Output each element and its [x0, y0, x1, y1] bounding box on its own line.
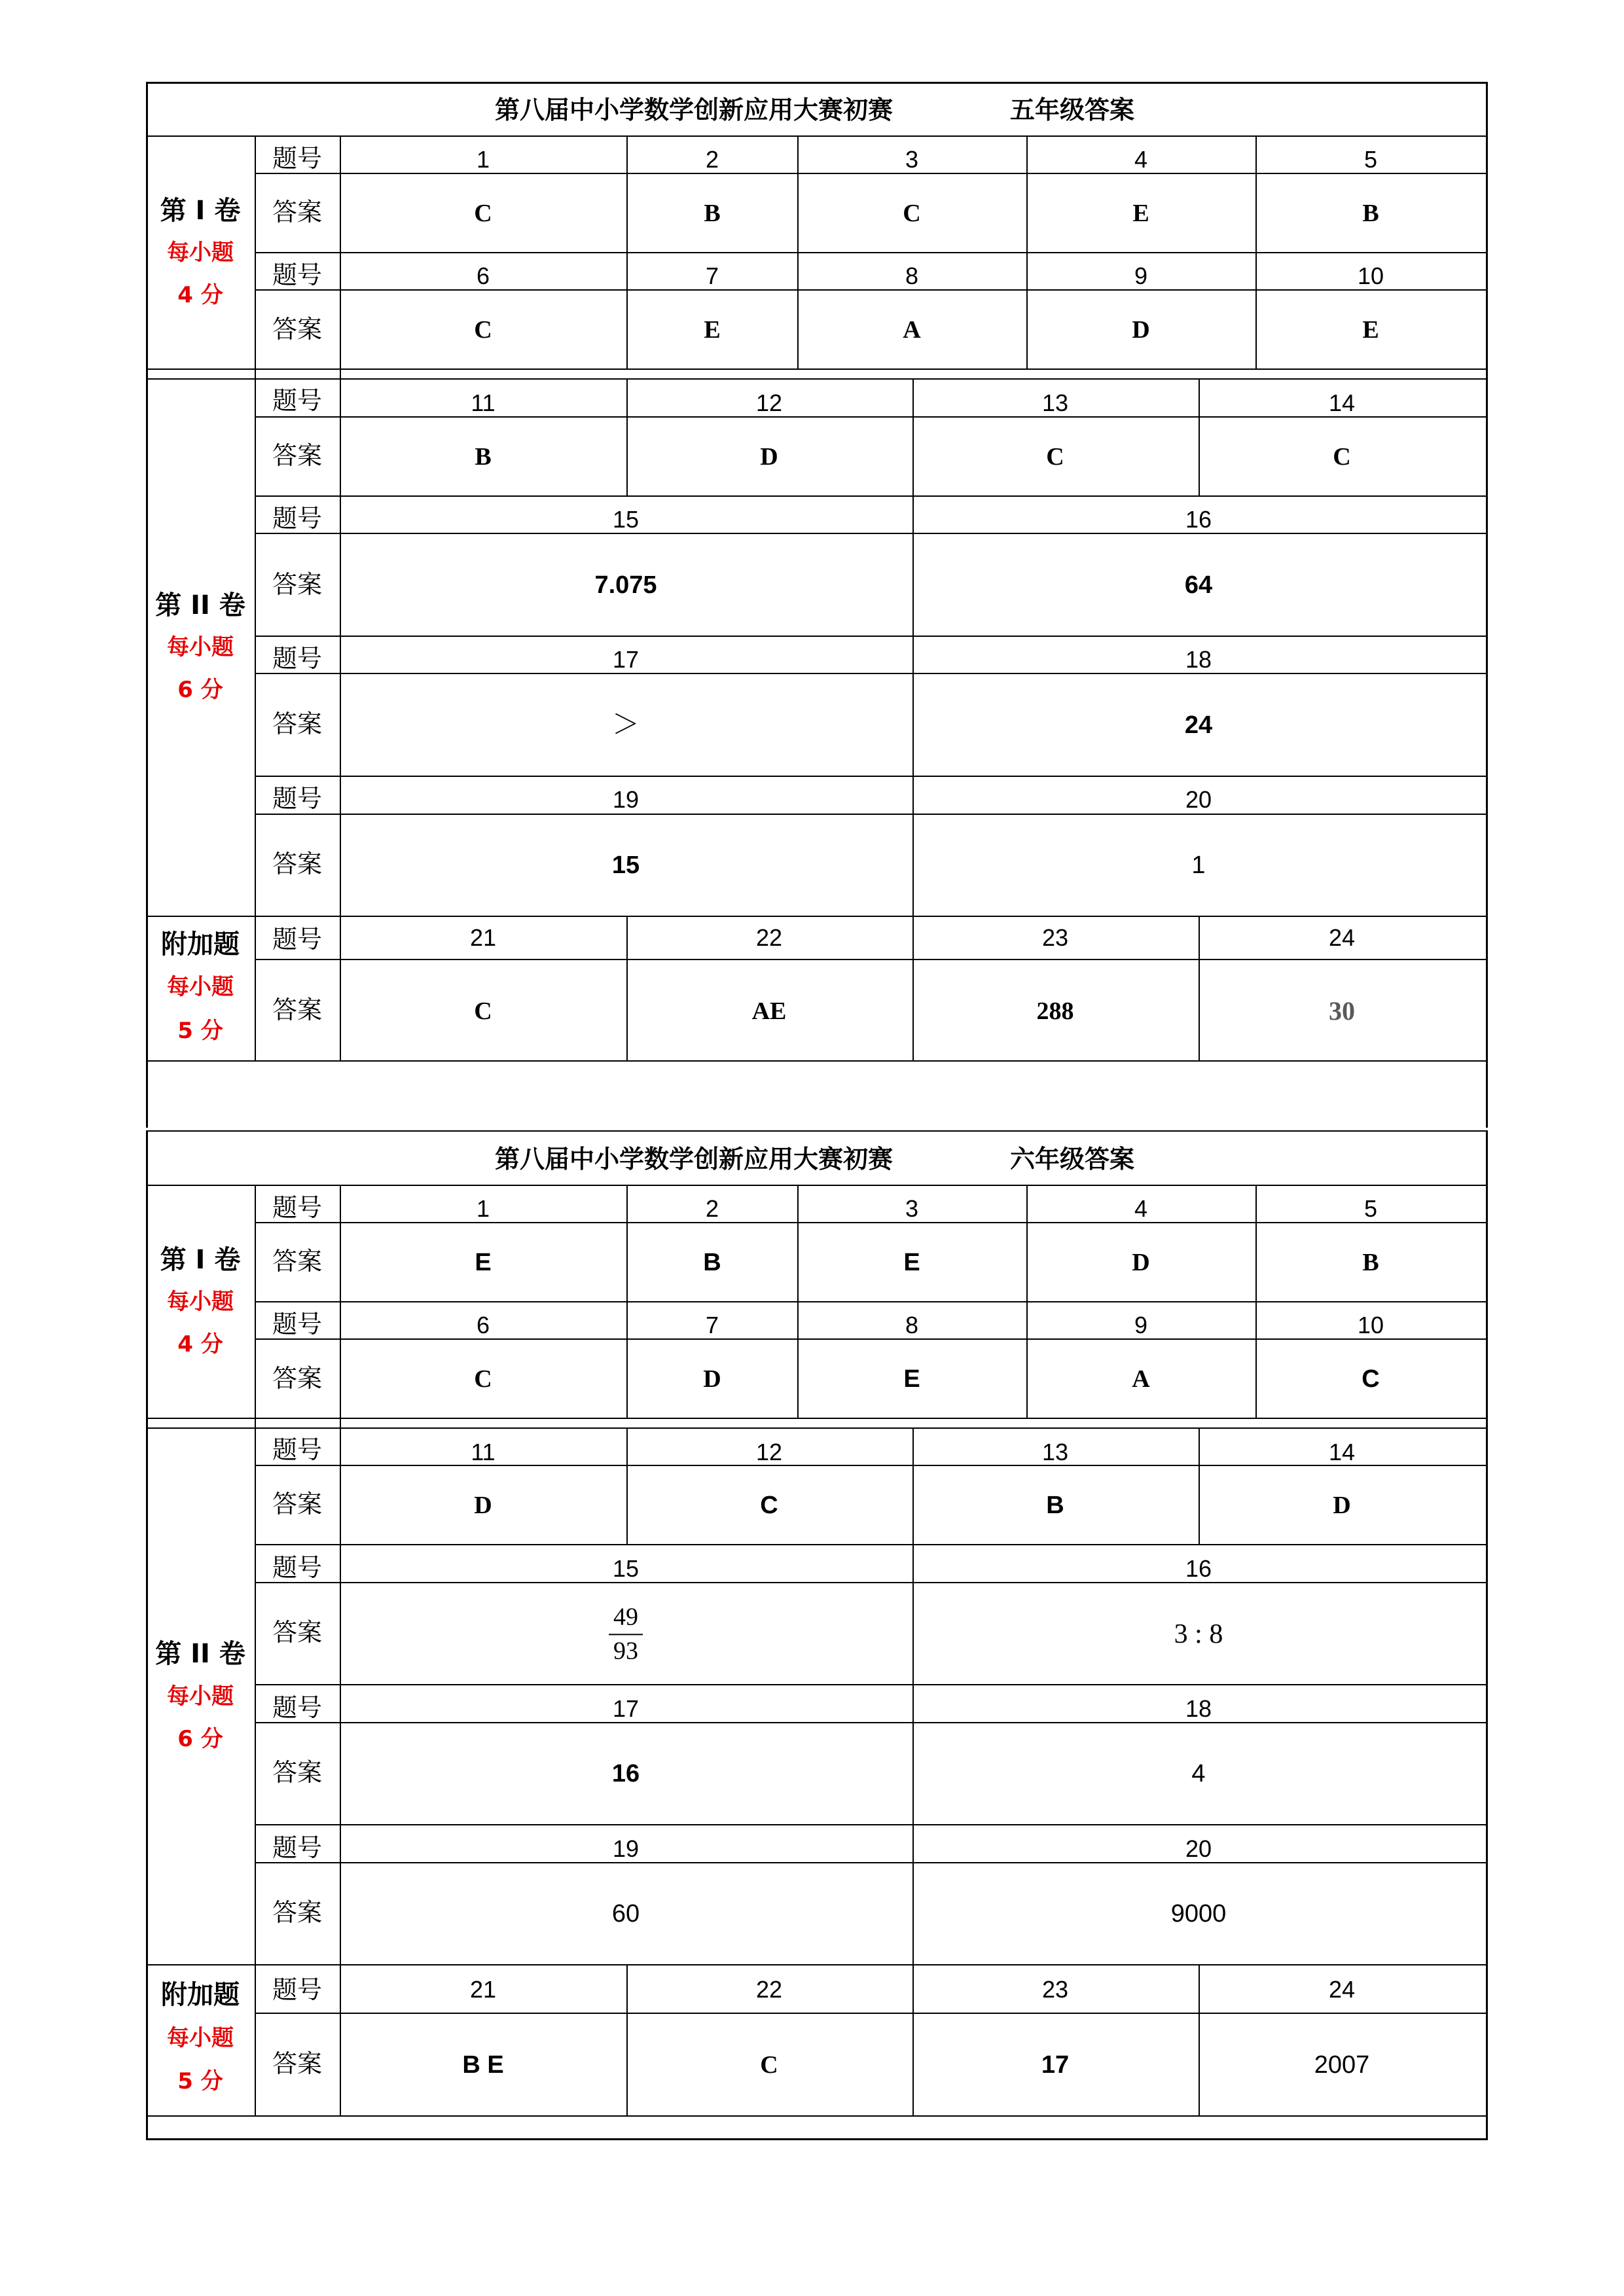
question-number-label: 题号: [272, 504, 323, 533]
section-line: [146, 1418, 1486, 1419]
points-label: 每小题: [167, 974, 234, 1000]
answer-value: E: [903, 1249, 920, 1276]
answer-label: 答案: [272, 996, 323, 1024]
answer-value: E: [704, 316, 721, 344]
answer-value: 17: [1041, 2051, 1070, 2079]
question-number: 16: [1185, 506, 1212, 533]
row-line: [255, 1465, 1486, 1466]
answer-value: A: [1132, 1365, 1150, 1393]
title: 第八届中小学数学创新应用大赛初赛: [494, 1145, 893, 1174]
question-number: 7: [705, 262, 719, 289]
answer-value: 4: [1191, 1760, 1206, 1787]
ratio-answer: 3 : 8: [1174, 1619, 1223, 1649]
question-number-label: 题号: [272, 784, 323, 813]
question-number-label: 题号: [272, 1193, 323, 1222]
points-label: 每小题: [167, 2025, 234, 2051]
table-right-border: [1486, 1130, 1488, 2140]
question-number: 6: [476, 262, 490, 289]
row-line: [255, 533, 1486, 534]
answer-label: 答案: [272, 2049, 323, 2078]
answer-value: A: [903, 316, 921, 344]
row-line: [255, 1544, 1486, 1545]
answer-value: C: [903, 200, 921, 227]
question-number: 7: [705, 1312, 719, 1338]
question-number: 22: [755, 1976, 783, 2003]
row-line: [255, 1582, 1486, 1583]
question-number-label: 题号: [272, 1553, 323, 1582]
col-line: [626, 135, 628, 368]
question-number: 19: [612, 1835, 640, 1862]
question-number: 12: [755, 389, 783, 416]
col-line: [626, 1427, 628, 1544]
answer-value: B: [1046, 1492, 1064, 1519]
points-label: 每小题: [167, 634, 234, 660]
row-line: [255, 252, 1486, 253]
question-number: 21: [469, 1976, 497, 2003]
row-line: [255, 776, 1486, 777]
question-number: 6: [476, 1312, 490, 1338]
answer-value: C: [1333, 443, 1351, 471]
question-number: 21: [469, 924, 497, 951]
answer-value: 24: [1184, 711, 1213, 739]
answer-value: C: [474, 997, 492, 1025]
question-number: 19: [612, 786, 640, 813]
col-line: [797, 1185, 799, 1418]
answer-value: C: [474, 316, 492, 344]
answer-value: B: [704, 200, 721, 227]
question-number-label: 题号: [272, 386, 323, 415]
col-line: [797, 135, 799, 368]
answer-value: C: [1046, 443, 1064, 471]
question-number: 9: [1134, 1312, 1148, 1338]
section-name: 第 II 卷: [155, 590, 245, 620]
question-number: 24: [1328, 924, 1356, 951]
question-number: 1: [476, 1195, 490, 1222]
question-number: 10: [1357, 262, 1384, 289]
answer-label: 答案: [272, 315, 323, 344]
question-number-label: 题号: [272, 1833, 323, 1862]
col-line: [626, 1185, 628, 1418]
col-line: [1026, 1185, 1028, 1418]
row-line: [255, 1862, 1486, 1863]
table-left-border: [146, 82, 148, 1128]
row-line: [255, 1684, 1486, 1685]
grade-label: 六年级答案: [1009, 1145, 1135, 1174]
col-line: [1255, 135, 1257, 368]
answer-label: 答案: [272, 709, 323, 738]
answer-value: 1: [1191, 852, 1206, 879]
fraction-numerator: 49: [613, 1603, 638, 1631]
answer-value: 9000: [1170, 1900, 1227, 1928]
answer-value: E: [1362, 316, 1379, 344]
col-line: [1026, 135, 1028, 368]
question-number: 10: [1357, 1312, 1384, 1338]
col-line: [1199, 1964, 1200, 2115]
row-line: [255, 416, 1486, 418]
section-name: 第 I 卷: [160, 1245, 241, 1275]
answer-label: 答案: [272, 1247, 323, 1276]
row-line: [255, 1301, 1486, 1302]
question-number: 14: [1328, 389, 1356, 416]
question-number: 14: [1328, 1439, 1356, 1465]
question-number: 1: [476, 146, 490, 173]
answer-value: B E: [462, 2051, 504, 2079]
rowlabel-col-line: [340, 1185, 341, 2115]
fraction-bar: [609, 1634, 643, 1635]
question-number: 23: [1041, 924, 1069, 951]
section-line: [146, 368, 1486, 370]
table-bottom-border: [146, 2138, 1488, 2140]
question-number: 24: [1328, 1976, 1356, 2003]
points-label: 每小题: [167, 1683, 234, 1710]
points-value: 6 分: [177, 1726, 223, 1752]
answer-label: 答案: [272, 1618, 323, 1647]
answer-value: C: [474, 1365, 492, 1393]
row-line: [255, 1338, 1486, 1340]
answer-value: 60: [611, 1900, 640, 1928]
question-number: 20: [1185, 1835, 1212, 1862]
table-left-border: [146, 1130, 148, 2140]
question-number: 5: [1363, 146, 1378, 173]
answer-value: D: [760, 443, 778, 471]
row-line: [255, 673, 1486, 674]
question-number: 16: [1185, 1555, 1212, 1582]
label-col-line: [255, 1185, 256, 2115]
answer-value: 7.075: [594, 571, 657, 599]
rowlabel-col-line: [340, 135, 341, 1060]
answer-value: C: [760, 1492, 778, 1519]
question-number: 11: [471, 1439, 496, 1465]
question-number-label: 题号: [272, 1693, 323, 1722]
label-col-line: [255, 135, 256, 1060]
grade-label: 五年级答案: [1009, 96, 1135, 124]
section-name: 第 I 卷: [160, 196, 241, 226]
question-number: 23: [1041, 1976, 1069, 2003]
answer-value: 64: [1184, 571, 1213, 599]
row-line: [255, 814, 1486, 815]
fraction-answer: [609, 1603, 643, 1665]
question-number: 9: [1134, 262, 1148, 289]
question-number-label: 题号: [272, 925, 323, 954]
row-line: [255, 1722, 1486, 1723]
col-line: [912, 1427, 914, 1964]
answer-label: 答案: [272, 441, 323, 470]
answer-label: 答案: [272, 1898, 323, 1927]
question-number: 12: [755, 1439, 783, 1465]
question-number: 8: [905, 1312, 919, 1338]
col-line: [1255, 1185, 1257, 1418]
question-number: 8: [905, 262, 919, 289]
col-line: [626, 378, 628, 495]
question-number: 4: [1134, 1195, 1148, 1222]
question-number: 2: [705, 1195, 719, 1222]
answer-value: B: [1362, 1249, 1379, 1276]
answer-label: 答案: [272, 1758, 323, 1787]
question-number: 5: [1363, 1195, 1378, 1222]
row-line: [255, 959, 1486, 960]
answer-value: D: [1333, 1492, 1351, 1519]
question-number: 3: [905, 1195, 919, 1222]
section-name: 第 II 卷: [155, 1639, 245, 1669]
fraction-denominator: 93: [613, 1637, 638, 1664]
answer-value: 15: [611, 852, 640, 879]
answer-value: D: [474, 1492, 492, 1519]
answer-value: B: [703, 1249, 721, 1276]
answer-value: B: [475, 443, 492, 471]
question-number: 11: [471, 389, 496, 416]
answer-value: D: [703, 1365, 721, 1393]
answer-value: 2007: [1314, 2051, 1370, 2079]
col-line: [626, 916, 628, 1060]
row-line: [255, 1824, 1486, 1825]
points-value: 6 分: [177, 677, 223, 703]
section-line: [146, 1964, 1486, 1965]
question-number: 17: [612, 646, 640, 673]
row-line: [255, 289, 1486, 291]
title-bottom-line: [146, 1185, 1486, 1186]
question-number-label: 题号: [272, 1975, 323, 2004]
question-number-label: 题号: [272, 1435, 323, 1464]
col-line: [912, 1964, 914, 2115]
points-value: 4 分: [177, 282, 223, 308]
answer-value: D: [1132, 316, 1150, 344]
question-number: 20: [1185, 786, 1212, 813]
answer-value: D: [1132, 1249, 1150, 1276]
section-line: [146, 916, 1486, 917]
question-number: 18: [1185, 646, 1212, 673]
answer-label: 答案: [272, 198, 323, 226]
answer-value: ＞: [611, 710, 640, 740]
points-value: 4 分: [177, 1331, 223, 1357]
answer-value: E: [475, 1249, 492, 1276]
answer-label: 答案: [272, 1490, 323, 1518]
col-line: [1199, 916, 1200, 1060]
question-number: 3: [905, 146, 919, 173]
answer-label: 答案: [272, 1364, 323, 1393]
question-number: 2: [705, 146, 719, 173]
question-number-label: 题号: [272, 144, 323, 173]
answer-value: C: [1362, 1365, 1380, 1393]
col-line: [1199, 378, 1200, 495]
col-line: [912, 378, 914, 916]
answer-value: C: [760, 2051, 778, 2079]
title-bottom-line: [146, 135, 1486, 137]
table-right-border: [1486, 82, 1488, 1128]
question-number: 13: [1041, 389, 1069, 416]
row-line: [255, 636, 1486, 637]
answer-value: B: [1362, 200, 1379, 227]
table-top-border: [146, 82, 1486, 84]
question-number: 15: [612, 1555, 640, 1582]
points-value: 5 分: [177, 2068, 223, 2094]
question-number: 15: [612, 506, 640, 533]
col-line: [626, 1964, 628, 2115]
answer-value: E: [903, 1365, 920, 1393]
question-number-label: 题号: [272, 644, 323, 673]
answer-value: 288: [1036, 997, 1074, 1025]
col-line: [912, 916, 914, 1060]
row-line: [255, 2013, 1486, 2014]
points-label: 每小题: [167, 1289, 234, 1315]
answer-value: AE: [751, 997, 787, 1025]
answer-label: 答案: [272, 850, 323, 878]
question-number: 22: [755, 924, 783, 951]
question-number: 18: [1185, 1695, 1212, 1722]
section-line: [146, 378, 1486, 380]
section-name: 附加题: [161, 929, 240, 960]
section-line: [146, 1060, 1486, 1062]
section-name: 附加题: [161, 1980, 240, 2010]
answer-value: E: [1132, 200, 1149, 227]
answer-value: C: [474, 200, 492, 227]
row-line: [255, 495, 1486, 497]
question-number-label: 题号: [272, 260, 323, 289]
section-line: [146, 2115, 1486, 2117]
title: 第八届中小学数学创新应用大赛初赛: [494, 96, 893, 124]
col-line: [1199, 1427, 1200, 1544]
question-number: 17: [612, 1695, 640, 1722]
points-value: 5 分: [177, 1018, 223, 1044]
row-line: [255, 1222, 1486, 1223]
question-number: 13: [1041, 1439, 1069, 1465]
question-number-label: 题号: [272, 1310, 323, 1338]
table-bottom-line: [146, 1130, 1486, 1132]
section-line: [146, 1427, 1486, 1429]
row-line: [255, 173, 1486, 174]
question-number: 4: [1134, 146, 1148, 173]
points-label: 每小题: [167, 240, 234, 266]
answer-label: 答案: [272, 570, 323, 599]
answer-value: 16: [611, 1760, 640, 1787]
answer-value: 30: [1329, 996, 1355, 1026]
